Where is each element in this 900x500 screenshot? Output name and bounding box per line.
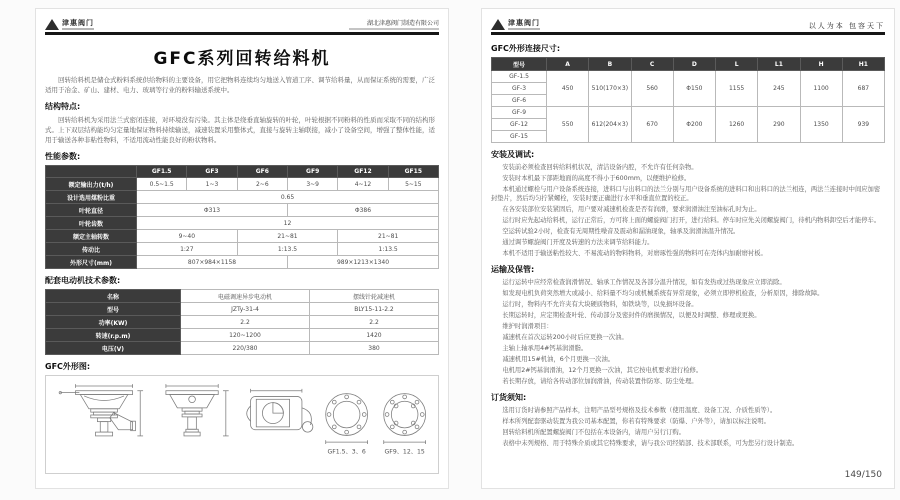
table-cell: 9~40 bbox=[137, 230, 238, 243]
structure-paragraph: 回转给料机为采用法兰式密闭连接，对环境没有污染。其主体是绕垂直轴旋转的叶轮，叶轮根据不同粉料的性质而采取不同的结构形式。上下双层结构能均匀定量地保证物料持续输送，减速装置采用整体式，直接与旋转主轴联接，减小了设备空间，增强了整体性能，适用于输送各种非粘性物料，不适用流动性能良好的粉状物料。 bbox=[45, 116, 435, 145]
table-cell: 电磁调速异步电动机 bbox=[181, 290, 310, 303]
table-row bbox=[46, 191, 439, 204]
table-cell: 670 bbox=[631, 107, 673, 143]
table-cell: JZTy-31-4 bbox=[181, 303, 310, 316]
table-cell: 1420 bbox=[310, 329, 439, 342]
table-row bbox=[492, 71, 885, 83]
table-row bbox=[46, 166, 439, 178]
table-cell: 0.65 bbox=[137, 191, 439, 204]
table-cell: 245 bbox=[758, 71, 800, 107]
row-label-cell: 外形尺寸(mm) bbox=[46, 256, 137, 269]
header-rule bbox=[491, 32, 885, 35]
row-label-cell: 叶轮齿数 bbox=[46, 217, 137, 230]
column-header-cell: L bbox=[716, 58, 758, 71]
table-row bbox=[492, 107, 885, 119]
model-header-cell: GF9 bbox=[287, 166, 337, 178]
row-label-cell: 设计选用煤粉比重 bbox=[46, 191, 137, 204]
brand-subline bbox=[508, 28, 540, 30]
table-cell: Φ313 bbox=[137, 204, 288, 217]
model-cell: GF-1.5 bbox=[492, 71, 547, 83]
row-label-cell: 额定输出力(t/h) bbox=[46, 178, 137, 191]
list-item: 本机通过螺栓与用户设备系统连接，进料口与出料口的法兰分别与用户设备系统的进料口和出料口的法兰相连，两法兰连接时中间应加密封垫片，然后均匀拧紧螺栓，安装时要正确进行水平和垂直位置的校正。 bbox=[491, 185, 881, 203]
column-header-cell: C bbox=[631, 58, 673, 71]
table-row bbox=[46, 243, 439, 256]
table-cell: 1:27 bbox=[137, 243, 238, 256]
table-cell: 21~81 bbox=[338, 230, 439, 243]
model-header-cell: GF3 bbox=[187, 166, 237, 178]
list-item: 回转给料机所配置螺旋阀门不包括在本设备内，请用户另行订购。 bbox=[502, 429, 685, 437]
table-cell: 120~1200 bbox=[181, 329, 310, 342]
brand-text: 津惠阀门 bbox=[508, 18, 540, 27]
motor-table bbox=[45, 289, 439, 355]
row-label-cell: 额定主轴转数 bbox=[46, 230, 137, 243]
table-cell: 612(204×3) bbox=[589, 107, 631, 143]
table-cell: 939 bbox=[842, 107, 884, 143]
list-item: 表格中未列规格、用于特殊介质或其它特殊要求，请与我公司经销部、技术部联系，可为您另行设计制造。 bbox=[502, 440, 799, 448]
performance-table bbox=[45, 165, 439, 269]
table-cell: 807×984×1158 bbox=[137, 256, 288, 269]
intro-paragraph: 回转给料机是储仓式粉料系统供给物料的主要设备，用它把物料连续均匀地送入管道工序、调节给料量，从而保证系统的需要，广泛适用于冶金、矿山、建材、电力、玻璃等行业的粉料输送系统中。 bbox=[45, 76, 435, 95]
table-cell: 290 bbox=[758, 107, 800, 143]
list-item: 运行时应先起动给料机，运行正常后，方可将上面的螺旋阀门打开，进行给料。停车时应先关闭螺旋阀门，待机内物料卸空后才能停车。 bbox=[502, 217, 881, 225]
model-header-cell: GF15 bbox=[388, 166, 438, 178]
list-item: 主轴上轴承用4#钙基润滑脂。 bbox=[502, 345, 588, 353]
table-row bbox=[46, 256, 439, 269]
table-cell: 21~81 bbox=[237, 230, 338, 243]
table-cell: 560 bbox=[631, 71, 673, 107]
column-header-cell: H1 bbox=[842, 58, 884, 71]
model-cell: GF-9 bbox=[492, 107, 547, 119]
page-header bbox=[491, 13, 885, 30]
list-item: 本机不适用于输送粘性较大、不易流动的物料物料，对磨琢性强的物料可在壳体内加耐磨衬板。 bbox=[502, 250, 767, 257]
outline-drawing-svg bbox=[47, 377, 437, 472]
brand-logo bbox=[491, 19, 540, 30]
column-header-cell: L1 bbox=[758, 58, 800, 71]
column-header-cell: H bbox=[800, 58, 842, 71]
page-header bbox=[45, 13, 439, 30]
column-header-cell: 型号 bbox=[492, 58, 547, 71]
table-cell: Φ386 bbox=[287, 204, 438, 217]
table-row bbox=[46, 342, 439, 355]
outline-drawing-box bbox=[45, 375, 439, 474]
table-cell: 510(170×3) bbox=[589, 71, 631, 107]
table-cell: 1:13.5 bbox=[338, 243, 439, 256]
table-row bbox=[46, 303, 439, 316]
transport-heading: 运输及保管: bbox=[491, 265, 535, 275]
table-cell: 1260 bbox=[716, 107, 758, 143]
row-label-cell: 型号 bbox=[46, 303, 181, 316]
table-cell: 4~12 bbox=[338, 178, 388, 191]
table-cell: 1100 bbox=[800, 71, 842, 107]
flange-caption-large: GF9、12、15 bbox=[384, 448, 425, 456]
dimensions-table bbox=[491, 57, 885, 143]
model-cell: GF-6 bbox=[492, 95, 547, 107]
table-cell: 2.2 bbox=[181, 316, 310, 329]
table-cell: Φ150 bbox=[673, 71, 715, 107]
column-header-cell: B bbox=[589, 58, 631, 71]
row-label-cell: 叶轮直径 bbox=[46, 204, 137, 217]
row-label-cell: 转速(r.p.m) bbox=[46, 329, 181, 342]
table-cell: 989×1213×1340 bbox=[287, 256, 438, 269]
table-cell: 687 bbox=[842, 71, 884, 107]
company-slogan: 以人为本 包容天下 bbox=[808, 22, 885, 30]
order-list bbox=[491, 406, 885, 448]
table-row bbox=[46, 178, 439, 191]
performance-heading: 性能参数: bbox=[45, 152, 81, 162]
list-item: 如发现电机负荷突然增大或减小、给料量不均匀或机械系统有异常现象，必须立即停机检查，分析原因，排除故障。 bbox=[502, 290, 824, 298]
column-header-cell: A bbox=[547, 58, 589, 71]
brand-subline bbox=[62, 28, 94, 30]
header-rule bbox=[45, 32, 439, 35]
table-cell: BLY15-11-2.2 bbox=[310, 303, 439, 316]
brand-triangle-icon bbox=[45, 19, 59, 30]
table-cell: 2~6 bbox=[237, 178, 287, 191]
list-item: 长期运转时，应定期检查叶轮、传动部分及密封件的磨损情况，以便及时调整、修理或更换。 bbox=[502, 312, 761, 320]
list-item: 在各安装部位安装紧固后，用户要对减速机检查是否有润滑，要求润滑油注至油标孔时为止。 bbox=[502, 206, 761, 214]
list-item: 安装前必须检查回转给料机状况，清洁设备内腔，不允许有任何杂物。 bbox=[502, 164, 698, 171]
list-item: 若长期存放，请给各传动部位加润滑油，传动装置作防寒、防尘处理。 bbox=[502, 377, 698, 385]
list-item: 运行时，物料内不允许夹有大块硬质物料，如铁块等，以免损坏设备。 bbox=[502, 301, 698, 309]
list-item: 维护时润滑项目： bbox=[502, 323, 553, 331]
table-cell: 3~9 bbox=[287, 178, 337, 191]
flange-caption-small: GF1.5、3、6 bbox=[327, 448, 366, 456]
table-row bbox=[46, 329, 439, 342]
table-cell: 12 bbox=[137, 217, 439, 230]
list-item: 选用订货时请参照产品样本，注明产品型号规格及技术参数（使用温度、设备工况、介质性质等）。 bbox=[502, 407, 777, 415]
row-label-cell: 功率(KW) bbox=[46, 316, 181, 329]
table-cell: 0.5~1.5 bbox=[137, 178, 187, 191]
table-cell: Φ200 bbox=[673, 107, 715, 143]
table-cell: 5~15 bbox=[388, 178, 438, 191]
page-title: GFC系列回转给料机 bbox=[153, 49, 331, 69]
table-cell: 550 bbox=[547, 107, 589, 143]
table-cell: 1155 bbox=[716, 71, 758, 107]
table-row bbox=[46, 290, 439, 303]
motor-heading: 配套电动机技术参数: bbox=[45, 276, 121, 286]
model-cell: GF-12 bbox=[492, 119, 547, 131]
table-cell: 1~3 bbox=[187, 178, 237, 191]
company-subline bbox=[349, 28, 439, 30]
list-item: 安装时本机最下部距地面的高度不得小于600mm，以便维护检修。 bbox=[502, 174, 691, 182]
row-label-cell: 传动比 bbox=[46, 243, 137, 256]
table-cell: 450 bbox=[547, 71, 589, 107]
brand-text: 津惠阀门 bbox=[62, 18, 94, 27]
brand-logo bbox=[45, 19, 94, 30]
list-item: 通过调节螺旋阀门开度及转速的方法来调节给料能力。 bbox=[502, 239, 654, 247]
structure-heading: 结构特点: bbox=[45, 102, 81, 112]
install-list bbox=[491, 163, 885, 258]
row-label-cell: 电压(V) bbox=[46, 342, 181, 355]
model-cell: GF-15 bbox=[492, 131, 547, 143]
list-item: 样本所列配套驱动装置为我公司基本配置，你若有特殊要求（防爆、户外等），请加以标注说明。 bbox=[502, 418, 770, 426]
corner-cell bbox=[46, 166, 137, 178]
list-item: 运行运转中应经常检查润滑情况、轴承工作情况及各部分温升情况，如有发热或过热现象应立即消除。 bbox=[502, 279, 786, 287]
table-row bbox=[492, 58, 885, 71]
list-item: 减速机用15#机油，6个月更换一次油。 bbox=[502, 356, 615, 363]
outline-heading: GFC外形图: bbox=[45, 362, 91, 372]
dimensions-heading: GFC外形连接尺寸: bbox=[491, 44, 561, 53]
table-row bbox=[46, 217, 439, 230]
row-label-cell: 名称 bbox=[46, 290, 181, 303]
list-item: 空运转试验2小时，检查有无周期性噪音及震动和漏油现象，轴承及润滑油温升情况。 bbox=[502, 228, 740, 236]
model-header-cell: GF12 bbox=[338, 166, 388, 178]
install-heading: 安装及调试: bbox=[491, 150, 535, 159]
list-item: 减速机在首次运转200小时后应更换一次油。 bbox=[502, 334, 628, 342]
table-row bbox=[46, 316, 439, 329]
table-row bbox=[46, 230, 439, 243]
table-cell: 380 bbox=[310, 342, 439, 355]
table-cell: 摆线针轮减速机 bbox=[310, 290, 439, 303]
model-header-cell: GF1.5 bbox=[137, 166, 187, 178]
model-header-cell: GF6 bbox=[237, 166, 287, 178]
company-name: 湖北津惠阀门制造有限公司 bbox=[366, 20, 439, 27]
order-heading: 订货须知: bbox=[491, 393, 527, 403]
list-item: 电机用2#钙基润滑油，12个月更换一次油，其它按电机要求进行检修。 bbox=[502, 366, 703, 374]
catalog-page-right bbox=[481, 8, 895, 489]
column-header-cell: D bbox=[673, 58, 715, 71]
brand-triangle-icon bbox=[491, 19, 505, 30]
catalog-page-left bbox=[35, 8, 449, 489]
table-cell: 220/380 bbox=[181, 342, 310, 355]
table-row bbox=[46, 204, 439, 217]
table-cell: 1350 bbox=[800, 107, 842, 143]
table-cell: 2.2 bbox=[310, 316, 439, 329]
page-number: 149/150 bbox=[844, 470, 882, 480]
transport-list bbox=[491, 278, 885, 386]
model-cell: GF-3 bbox=[492, 83, 547, 95]
table-cell: 1:13.5 bbox=[237, 243, 338, 256]
